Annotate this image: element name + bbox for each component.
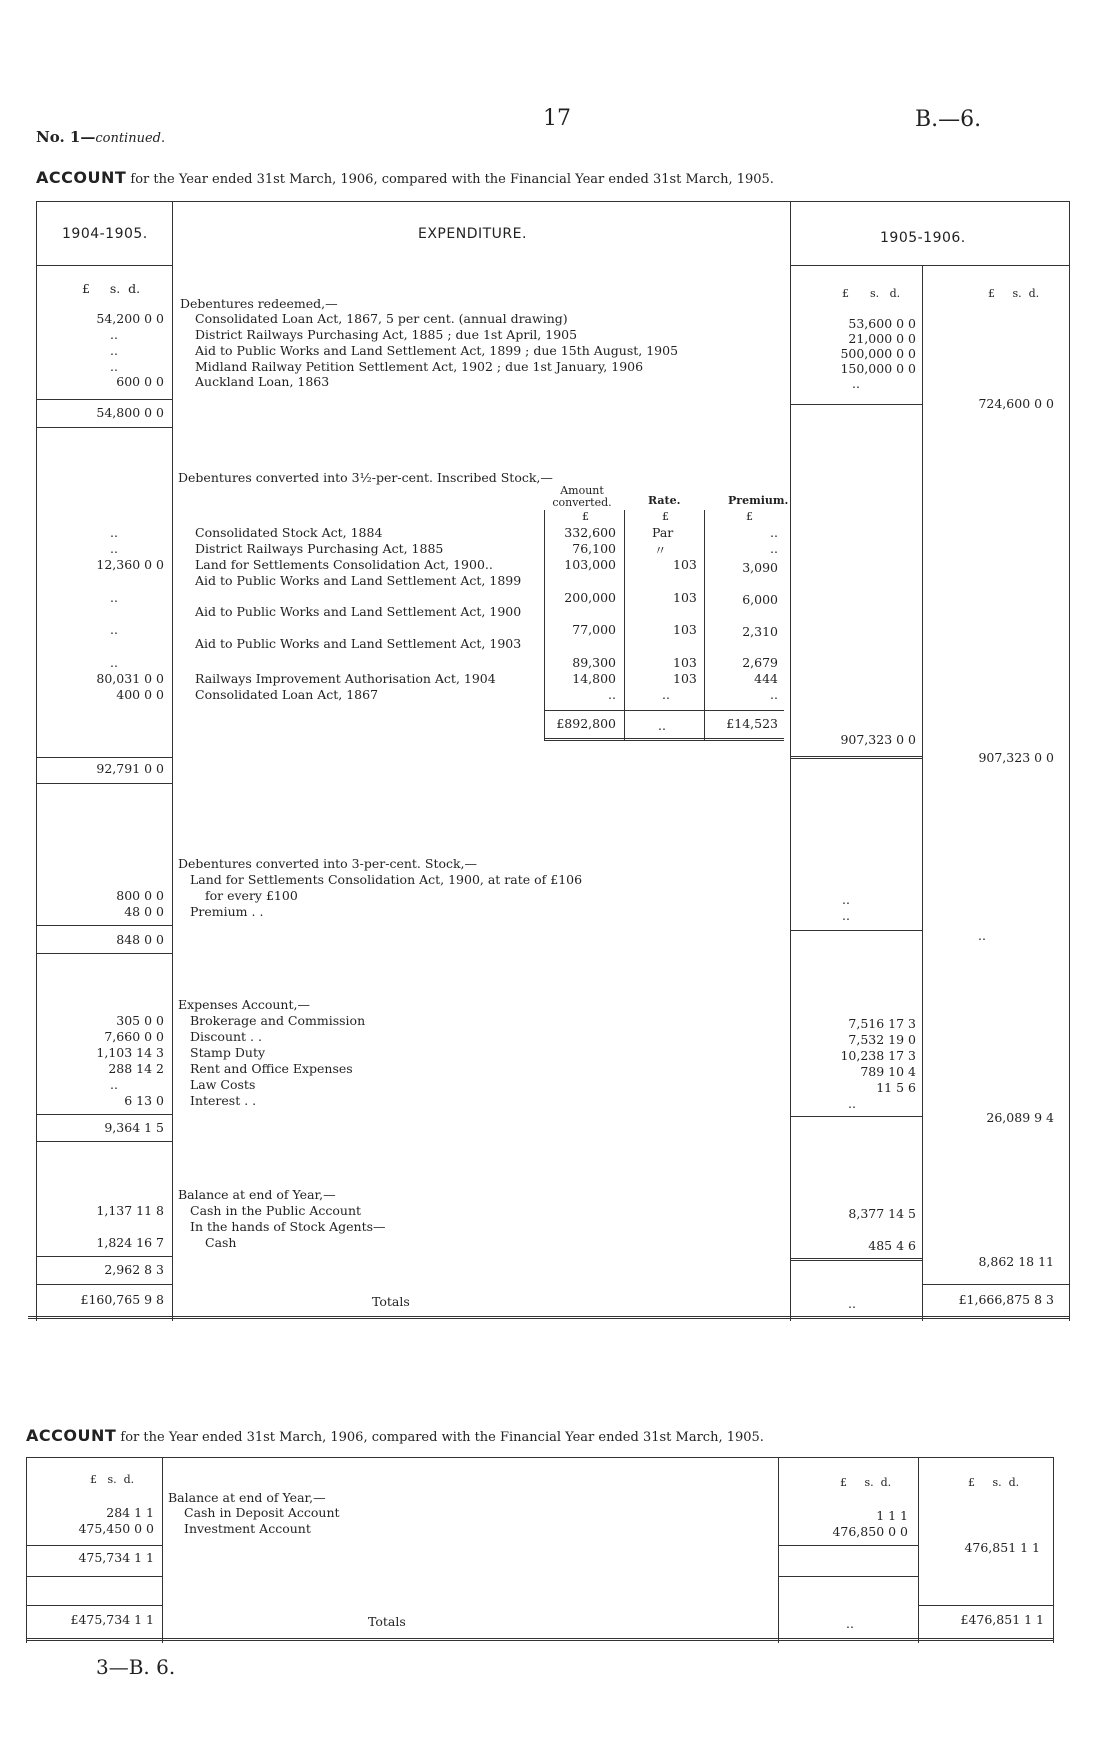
premium-value: ..	[770, 525, 778, 540]
table-top-border	[36, 201, 1070, 202]
subtotal-rule	[36, 783, 172, 784]
premium-value: ..	[770, 687, 778, 702]
prev-subtotal: 9,364 1 5	[104, 1120, 164, 1135]
sub-header-rate: Rate.	[648, 494, 681, 507]
prev-value: 400 0 0	[116, 687, 164, 702]
prev-value: 1,824 16 7	[96, 1235, 164, 1250]
subtotal-rule	[26, 1605, 162, 1606]
prev-value: 12,360 0 0	[96, 557, 164, 572]
cur-total: 8,862 18 11	[978, 1254, 1054, 1269]
item-label: Brokerage and Commission	[190, 1013, 366, 1028]
cur-total: 724,600 0 0	[978, 396, 1054, 411]
rate-value: 〃	[654, 543, 667, 558]
sub-unit: £	[582, 510, 589, 523]
item-label: Auckland Loan, 1863	[195, 374, 330, 389]
item-label: Consolidated Stock Act, 1884	[195, 525, 383, 540]
lsd-header-right: £ s. d.	[968, 1476, 1020, 1489]
subtotal-rule	[790, 1116, 922, 1117]
amount-converted: 103,000	[564, 557, 616, 572]
cur-value: 8,377 14 5	[848, 1206, 916, 1221]
lsd-header-mid: £ s. d.	[840, 1476, 892, 1489]
subtotal-rule	[36, 1114, 172, 1115]
prev-value: ..	[110, 359, 118, 374]
prev-value: 7,660 0 0	[104, 1029, 164, 1044]
cur-value: ..	[842, 892, 850, 907]
col-header-expenditure: EXPENDITURE.	[418, 226, 527, 242]
rate-value: Par	[652, 525, 674, 540]
item-label: Land for Settlements Consolidation Act, 1900..	[195, 557, 493, 572]
subtotal-rule	[36, 1256, 172, 1257]
prev-value: 288 14 2	[108, 1061, 164, 1076]
item-label: Midland Railway Petition Settlement Act, 1902 ; due 1st January, 1906	[195, 359, 644, 374]
prev-value: ..	[110, 541, 118, 556]
item-label: Cash in the Public Account	[190, 1203, 362, 1218]
rate-value: 103	[673, 557, 697, 572]
totals-label: Totals	[368, 1614, 406, 1629]
cur-grand-total: £1,666,875 8 3	[958, 1292, 1054, 1307]
premium-value: 444	[754, 671, 778, 686]
premium-value: 3,090	[742, 560, 778, 575]
prev-value: 800 0 0	[116, 888, 164, 903]
account-title: ACCOUNT for the Year ended 31st March, 1906, compared with the Financial Year ended 31st March, 1905.	[36, 168, 774, 187]
item-label: Investment Account	[184, 1521, 311, 1536]
cur-value: ..	[848, 1096, 856, 1111]
lsd-header-left: £ s. d.	[90, 1473, 135, 1486]
item-label: Stamp Duty	[190, 1045, 266, 1060]
account-title: ACCOUNT for the Year ended 31st March, 1906, compared with the Financial Year ended 31st March, 1905.	[26, 1426, 764, 1445]
table-right-border	[1069, 201, 1070, 1321]
cur-value: 10,238 17 3	[840, 1048, 916, 1063]
subtotal-rule	[918, 1605, 1053, 1606]
sub-col-divider	[544, 510, 545, 740]
item-label: District Railways Purchasing Act, 1885 ; due 1st April, 1905	[195, 327, 578, 342]
subtotal-rule	[36, 757, 172, 758]
col-divider-right	[778, 1457, 779, 1643]
premium-value: 6,000	[742, 592, 778, 607]
col-divider-total	[918, 1457, 919, 1643]
prev-subtotal: 2,962 8 3	[104, 1262, 164, 1277]
section-heading: Debentures converted into 3-per-cent. Stock,—	[178, 856, 478, 871]
subtotal-rule	[36, 399, 172, 400]
subtotal-double-rule	[790, 1258, 922, 1261]
rate-value: 103	[673, 622, 697, 637]
sub-col-divider	[624, 510, 625, 740]
item-label: Consolidated Loan Act, 1867	[195, 687, 379, 702]
subtotal-rule	[778, 1576, 918, 1577]
sub-header-amount: Amount converted.	[552, 484, 612, 509]
cur-grand-total: £476,851 1 1	[960, 1612, 1044, 1627]
cur-value: ..	[852, 376, 860, 391]
item-label: Cash in Deposit Account	[184, 1505, 340, 1520]
col-header-1904-1905: 1904-1905.	[62, 226, 148, 242]
footer-ref: 3—B. 6.	[96, 1655, 176, 1679]
table-bottom-double-rule	[26, 1638, 1054, 1641]
item-label: Discount . .	[190, 1029, 262, 1044]
cur-totals-mid: ..	[846, 1616, 854, 1631]
table-right-border	[1053, 1457, 1054, 1643]
item-label: Premium . .	[190, 904, 264, 919]
amount-converted: 89,300	[572, 655, 616, 670]
prev-grand-total: £475,734 1 1	[70, 1612, 154, 1627]
rate-value: 103	[673, 590, 697, 605]
amount-converted: 200,000	[564, 590, 616, 605]
amount-converted: 76,100	[572, 541, 616, 556]
premium-total: £14,523	[726, 716, 778, 731]
item-label: Consolidated Loan Act, 1867, 5 per cent. (annual drawing)	[195, 311, 568, 326]
prev-subtotal: 92,791 0 0	[96, 761, 164, 776]
prev-value: 600 0 0	[116, 374, 164, 389]
prev-value: ..	[110, 327, 118, 342]
cur-subtotal: 907,323 0 0	[840, 732, 916, 747]
item-label: Interest . .	[190, 1093, 257, 1108]
lsd-header-mid: £ s. d.	[842, 287, 901, 300]
document-ref: B.—6.	[915, 107, 982, 132]
item-label: Aid to Public Works and Land Settlement Act, 1903	[195, 636, 522, 651]
sub-unit: £	[662, 510, 669, 523]
section-heading: Balance at end of Year,—	[178, 1187, 336, 1202]
col-divider-right	[790, 201, 791, 1321]
cur-value: 53,600 0 0	[848, 316, 916, 331]
amount-converted: 332,600	[564, 525, 616, 540]
subtotal-double-rule	[544, 738, 784, 741]
prev-value: ..	[110, 343, 118, 358]
prev-value: 475,450 0 0	[78, 1521, 154, 1536]
cur-value: 476,850 0 0	[832, 1524, 908, 1539]
sub-header-premium: Premium.	[728, 494, 789, 507]
subtotal-rule	[26, 1576, 162, 1577]
header-underline-right	[790, 265, 1069, 266]
subtotal-rule	[36, 427, 172, 428]
continued-label: No. 1—continued.	[36, 128, 166, 146]
rate-value: 103	[673, 655, 697, 670]
col-header-1905-1906: 1905-1906.	[880, 230, 966, 246]
table-top-border	[26, 1457, 1054, 1458]
table-left-border	[26, 1457, 27, 1643]
subtotal-rule	[790, 930, 922, 931]
item-label: Law Costs	[190, 1077, 256, 1092]
item-label: Land for Settlements Consolidation Act, 1900, at rate of £106	[190, 872, 583, 887]
prev-value: 1,137 11 8	[96, 1203, 164, 1218]
subtotal-rule	[26, 1545, 162, 1546]
rate-value: ..	[662, 687, 670, 702]
col-divider-left	[162, 1457, 163, 1643]
item-label: Rent and Office Expenses	[190, 1061, 353, 1076]
subtotal-rule	[36, 953, 172, 954]
cur-totals-mid: ..	[848, 1296, 856, 1311]
subtotal-rule	[36, 925, 172, 926]
cur-total: ..	[978, 928, 986, 943]
header-underline-left	[36, 265, 172, 266]
subtotal-rule	[778, 1545, 918, 1546]
subtotal-rule	[544, 710, 784, 711]
amount-total: £892,800	[556, 716, 616, 731]
amount-converted: ..	[608, 687, 616, 702]
premium-value: 2,679	[742, 655, 778, 670]
prev-value: 305 0 0	[116, 1013, 164, 1028]
cur-value: ..	[842, 908, 850, 923]
col-divider-left	[172, 201, 173, 1321]
section-heading: Debentures redeemed,—	[180, 296, 338, 311]
col-divider-total	[922, 265, 923, 1321]
cur-value: 150,000 0 0	[840, 361, 916, 376]
prev-value: ..	[110, 1077, 118, 1092]
prev-subtotal: 54,800 0 0	[96, 405, 164, 420]
cur-value: 485 4 6	[868, 1238, 916, 1253]
item-label: Aid to Public Works and Land Settlement Act, 1900	[195, 604, 522, 619]
cur-total: 26,089 9 4	[986, 1110, 1054, 1125]
rate-total: ..	[658, 718, 666, 733]
table-left-border	[36, 201, 37, 1321]
item-label: Aid to Public Works and Land Settlement Act, 1899	[195, 573, 522, 588]
subtotal-rule	[36, 1284, 172, 1285]
premium-value: ..	[770, 541, 778, 556]
totals-label: Totals	[372, 1294, 410, 1309]
subtotal-double-rule	[790, 756, 922, 759]
prev-value: 1,103 14 3	[96, 1045, 164, 1060]
rate-value: 103	[673, 671, 697, 686]
page-number: 17	[543, 106, 571, 131]
premium-value: 2,310	[742, 624, 778, 639]
subtotal-rule	[790, 404, 922, 405]
lsd-header-left: £ s. d.	[82, 281, 141, 296]
cur-value: 500,000 0 0	[840, 346, 916, 361]
item-label: District Railways Purchasing Act, 1885	[195, 541, 444, 556]
amount-converted: 14,800	[572, 671, 616, 686]
section-heading: Expenses Account,—	[178, 997, 310, 1012]
subtotal-rule	[922, 1284, 1069, 1285]
section-heading: Debentures converted into 3½-per-cent. Inscribed Stock,—	[178, 470, 553, 485]
cur-value: 789 10 4	[860, 1064, 916, 1079]
cur-value: 7,532 19 0	[848, 1032, 916, 1047]
item-label: Railways Improvement Authorisation Act, 1904	[195, 671, 496, 686]
prev-value: ..	[110, 655, 118, 670]
item-label: Aid to Public Works and Land Settlement Act, 1899 ; due 15th August, 1905	[195, 343, 679, 358]
cur-value: 11 5 6	[876, 1080, 916, 1095]
sub-unit: £	[746, 510, 753, 523]
prev-value: 284 1 1	[106, 1505, 154, 1520]
prev-subtotal: 848 0 0	[116, 932, 164, 947]
subtotal-rule	[36, 1141, 172, 1142]
section-heading: Balance at end of Year,—	[168, 1490, 326, 1505]
cur-total: 476,851 1 1	[964, 1540, 1040, 1555]
prev-value: 54,200 0 0	[96, 311, 164, 326]
item-label: for every £100	[205, 888, 298, 903]
prev-subtotal: 475,734 1 1	[78, 1550, 154, 1565]
cur-value: 1 1 1	[876, 1508, 908, 1523]
prev-value: ..	[110, 525, 118, 540]
item-label: Cash	[205, 1235, 237, 1250]
prev-value: 6 13 0	[124, 1093, 164, 1108]
table-bottom-double-rule	[28, 1316, 1070, 1319]
amount-converted: 77,000	[572, 622, 616, 637]
prev-value: ..	[110, 590, 118, 605]
prev-value: ..	[110, 622, 118, 637]
cur-total: 907,323 0 0	[978, 750, 1054, 765]
prev-value: 48 0 0	[124, 904, 164, 919]
lsd-header-right: £ s. d.	[988, 287, 1040, 300]
cur-value: 7,516 17 3	[848, 1016, 916, 1031]
sub-col-divider	[704, 510, 705, 740]
cur-value: 21,000 0 0	[848, 331, 916, 346]
item-label: In the hands of Stock Agents—	[190, 1219, 386, 1234]
prev-value: 80,031 0 0	[96, 671, 164, 686]
prev-grand-total: £160,765 9 8	[80, 1292, 164, 1307]
